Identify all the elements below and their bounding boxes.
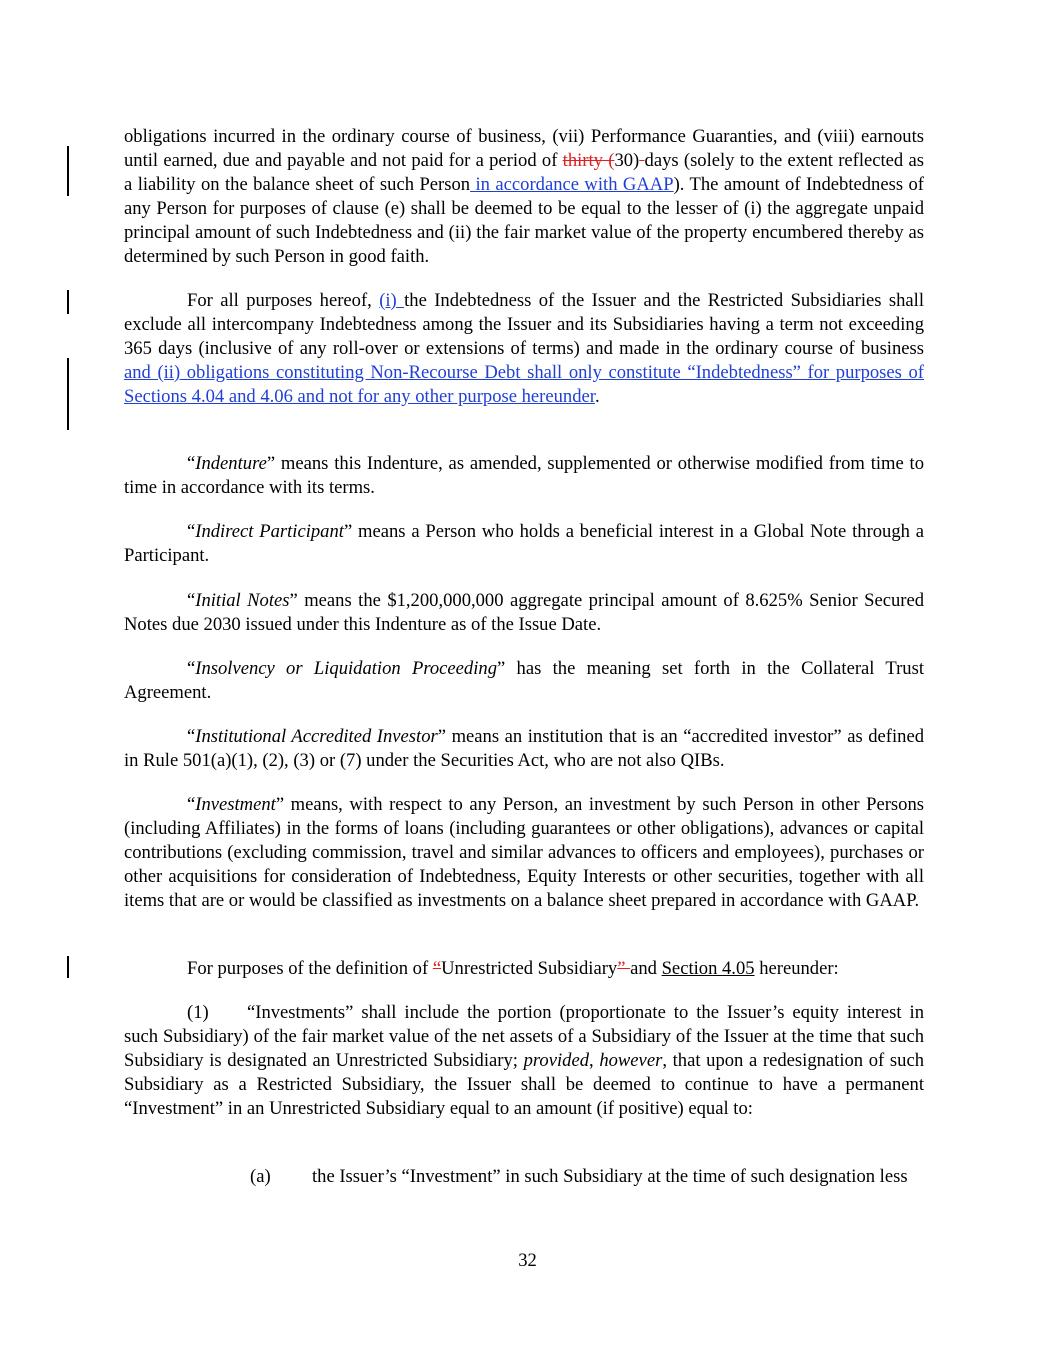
clause-number: (1) xyxy=(187,1002,209,1023)
definition-institutional-accredited-investor: “Institutional Accredited Investor” means an institution that is an “accredited investor” as defined in Rule 501(a)(1), (2), (3) or (7) under the Securities Act, who are not also QIBs. xyxy=(124,726,925,771)
section-reference: Section 4.05 xyxy=(661,958,755,979)
paragraph-all-purposes: For all purposes hereof, (i) the Indebtedness of the Issuer and the Restricted Subsidiaries shall exclude all intercompany Indebtedness among the Issuer and its Subsidiaries having a term not exceeding 365 days (inclusive of any roll-over or extensions of terms) and made in the ordinary course of business and (ii) obligations constituting Non-Recourse Debt shall only constitute “Indebtedness” for purposes of Sections 4.04 and 4.06 and not for any other purpose hereunder. xyxy=(124,290,924,407)
defined-term: Institutional Accredited Investor xyxy=(195,726,438,747)
change-bar xyxy=(67,290,69,314)
page-number: 32 xyxy=(518,1250,537,1271)
inserted-text: in accordance with GAAP xyxy=(470,174,674,195)
change-bar xyxy=(67,358,69,430)
deleted-text: “ xyxy=(432,958,442,979)
change-bar xyxy=(67,146,69,196)
paragraph-purposes-of-definition: For purposes of the definition of “Unrestricted Subsidiary” and Section 4.05 hereunder: xyxy=(187,958,839,979)
change-bar xyxy=(67,956,69,978)
deleted-text: ” xyxy=(617,958,631,979)
clause-1: (1) “Investments” shall include the portion (proportionate to the Issuer’s equity interest in such Subsidiary) of the fair market value of the net assets of a Subsidiary of the Issuer at the time that such Subsidiary is designated an Unrestricted Subsidiary; provided, however, that upon a redesignation of such Subsidiary as a Restricted Subsidiary, the Issuer shall be deemed to continue to have a permanent “Investment” in an Unrestricted Subsidiary equal to an amount (if positive) equal to: xyxy=(124,1002,924,1119)
definition-insolvency-proceeding: “Insolvency or Liquidation Proceeding” has the meaning set forth in the Collateral Trust Agreement. xyxy=(124,658,924,703)
paragraph-indebtedness-continued: obligations incurred in the ordinary course of business, (vii) Performance Guaranties, and (viii) earnouts until earned, due and payable and not paid for a period of thirty (30) days (solely to the extent reflected as a liability on the balance sheet of such Person in accordance with GAAP). The amount of Indebtedness of any Person for purposes of clause (e) shall be deemed to be equal to the lesser of (i) the aggregate unpaid principal amount of such Indebtedness and (ii) the fair market value of the property encumbered thereby as determined by such Person in good faith. xyxy=(124,126,924,267)
inserted-text: (i) xyxy=(379,290,405,311)
definition-initial-notes: “Initial Notes” means the $1,200,000,000 aggregate principal amount of 8.625% Senior Secured Notes due 2030 issued under this Indenture as of the Issue Date. xyxy=(124,590,924,635)
defined-term: Investment xyxy=(195,794,276,815)
defined-term: Insolvency or Liquidation Proceeding xyxy=(195,658,497,679)
definition-indenture: “Indenture” means this Indenture, as amended, supplemented or otherwise modified from time to time in accordance with its terms. xyxy=(124,453,924,498)
defined-term: Indenture xyxy=(195,453,267,474)
defined-term: Initial Notes xyxy=(195,590,290,611)
inserted-text: and (ii) obligations constituting Non-Recourse Debt shall only constitute “Indebtedness” for purposes of Sections 4.04 and 4.06 and not for any other purpose hereunder xyxy=(124,362,924,407)
defined-term: Indirect Participant xyxy=(195,521,344,542)
definition-indirect-participant: “Indirect Participant” means a Person who holds a beneficial interest in a Global Note through a Participant. xyxy=(124,521,925,566)
definition-investment: “Investment” means, with respect to any Person, an investment by such Person in other Persons (including Affiliates) in the forms of loans (including guarantees or other obligations), advances or capital contributions (excluding commission, travel and similar advances to officers and employees), purchases or other acquisitions for consideration of Indebtedness, Equity Interests or other securities, together with all items that are or would be classified as investments on a balance sheet prepared in accordance with GAAP. xyxy=(124,794,924,911)
clause-number: (a) xyxy=(250,1166,271,1187)
deleted-text: thirty ( xyxy=(562,150,615,171)
clause-a: (a) the Issuer’s “Investment” in such Subsidiary at the time of such designation less xyxy=(250,1166,908,1187)
